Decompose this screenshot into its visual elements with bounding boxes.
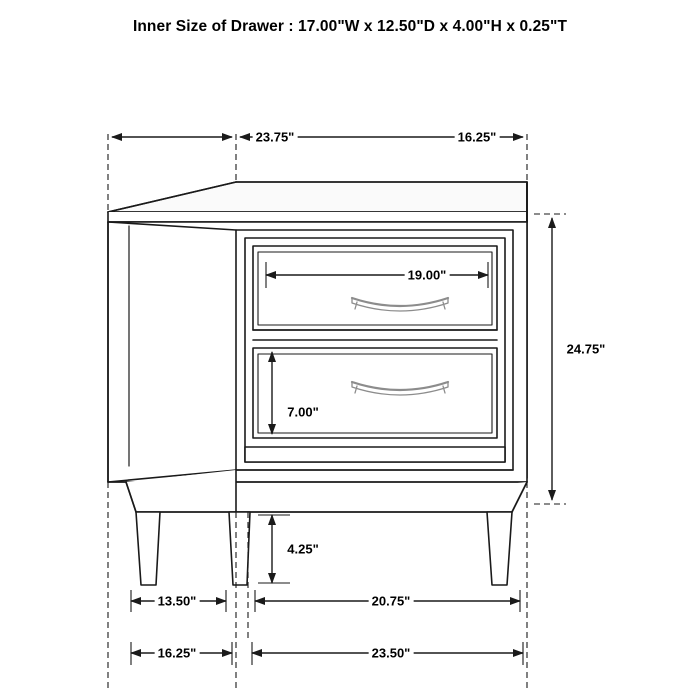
dim-label-front-base-width: 20.75" [369,595,414,608]
dim-label-drawer-width: 19.00" [405,269,450,282]
dim-label-side-overall-depth: 16.25" [155,647,200,660]
nightstand-illustration [108,182,527,585]
dim-label-overall-height: 24.75" [564,343,609,356]
leg-front-left [136,512,160,585]
dim-label-top-right-depth: 16.25" [455,131,500,144]
page-title: Inner Size of Drawer : 17.00"W x 12.50"D x 4.00"H x 0.25"T [132,18,568,35]
dim-label-front-overall-width: 23.50" [369,647,414,660]
dim-label-side-base-depth: 13.50" [155,595,200,608]
case-top [108,182,527,222]
dim-label-top-left-width: 23.75" [253,131,298,144]
dim-label-leg-height: 4.25" [284,543,321,556]
dim-label-drawer-height: 7.00" [284,406,321,419]
drawer-upper [253,246,497,330]
leg-back-left [229,512,250,585]
leg-front-right [487,512,512,585]
